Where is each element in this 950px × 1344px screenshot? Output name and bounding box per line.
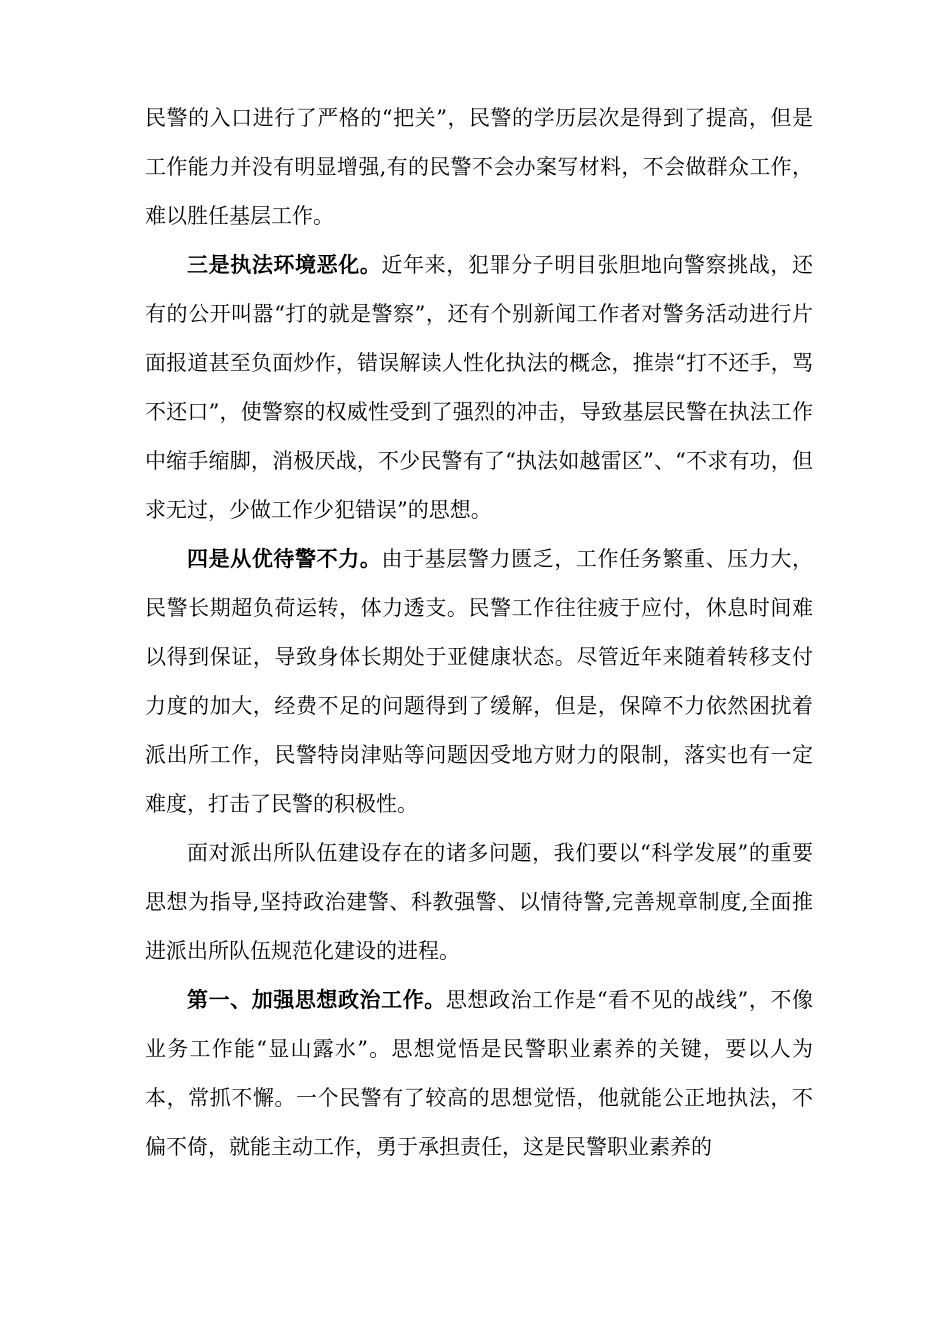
paragraph-2 [145, 241, 813, 535]
paragraph-4-text: 面对派出所队伍建设存在的诸多问题，我们要以“科学发展”的重要思想为指导,坚持政治建警、科教强警、以情待警,完善规章制度,全面推进派出所队伍规范化建设的进程。 [145, 841, 813, 963]
paragraph-4 [145, 829, 813, 976]
paragraph-1 [145, 94, 813, 241]
paragraph-5-text: 思想政治工作是“看不见的战线”，不像业务工作能“显山露水”。思想觉悟是民警职业素养的关键，要以人为本，常抓不懈。一个民警有了较高的思想觉悟，他就能公正地执法，不偏不倚，就能主动工作，勇于承担责任，这是民警职业素养的 [145, 988, 813, 1159]
paragraph-5 [145, 976, 813, 1172]
paragraph-3 [145, 535, 813, 829]
paragraph-5-heading: 第一、加强思想政治工作。 [187, 988, 446, 1012]
paragraph-3-heading: 四是从优待警不力。 [187, 547, 382, 571]
paragraph-2-heading: 三是执法环境恶化。 [187, 253, 382, 277]
paragraph-1-text: 民警的入口进行了严格的“把关”，民警的学历层次是得到了提高，但是工作能力并没有明显增强,有的民警不会办案写材料，不会做群众工作，难以胜任基层工作。 [145, 106, 813, 228]
document-body [145, 94, 813, 1172]
paragraph-3-text: 由于基层警力匮乏，工作任务繁重、压力大，民警长期超负荷运转，体力透支。民警工作往往疲于应付，休息时间难以得到保证，导致身体长期处于亚健康状态。尽管近年来随着转移支付力度的加大，经费不足的问题得到了缓解，但是，保障不力依然困扰着派出所工作，民警特岗津贴等问题因受地方财力的限制，落实也有一定难度，打击了民警的积极性。 [145, 547, 814, 816]
paragraph-2-text: 近年来，犯罪分子明目张胆地向警察挑战，还有的公开叫嚣“打的就是警察”，还有个别新闻工作者对警务活动进行片面报道甚至负面炒作，错误解读人性化执法的概念，推崇“打不还手，骂不还口”，使警察的权威性受到了强烈的冲击，导致基层民警在执法工作中缩手缩脚，消极厌战，不少民警有了“执法如越雷区”、“不求有功，但求无过，少做工作少犯错误”的思想。 [145, 253, 814, 522]
